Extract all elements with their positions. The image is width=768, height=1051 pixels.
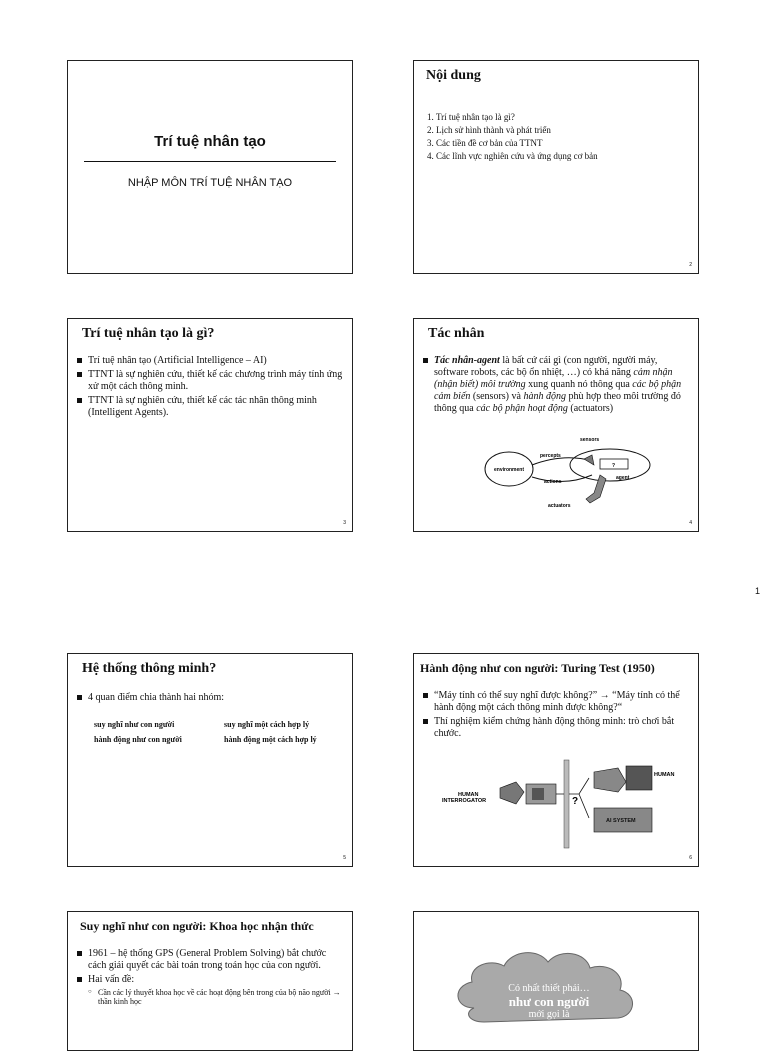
- grid-cell: suy nghĩ như con người: [94, 720, 175, 729]
- list-item: 4 quan điểm chia thành hai nhóm:: [76, 692, 344, 704]
- slide-number: 4: [689, 520, 692, 526]
- title-divider: [84, 161, 336, 162]
- bullet-list: [422, 355, 690, 417]
- cloud-line-3: mới gọi là: [528, 1009, 570, 1020]
- sub-item: ○ Cần các lý thuyết khoa học về các hoạt động bên trong của bộ não người → thần kinh học: [76, 988, 344, 1006]
- text: (sensors) và: [470, 391, 524, 402]
- bullet-list: [422, 690, 690, 742]
- slide-subtitle: NHẬP MÔN TRÍ TUỆ NHÂN TẠO: [127, 177, 293, 189]
- term: hành động: [523, 391, 566, 402]
- slide-title: Trí tuệ nhân tạo là gì?: [82, 326, 215, 341]
- page-number: 1: [755, 586, 761, 596]
- text: xung quanh nó thông qua: [525, 379, 633, 390]
- list-item: TTNT là sự nghiên cứu, thiết kế các chương trình máy tính ứng xử một cách thông minh.: [76, 369, 344, 393]
- slide-title: Trí tuệ nhân tạo: [154, 133, 266, 150]
- text: phù hợp theo môi trường đó thông qua: [434, 391, 681, 414]
- cloud-line-1: Có nhất thiết phải…: [508, 983, 590, 994]
- diagram-question: ?: [612, 463, 616, 469]
- list-item: Thí nghiệm kiểm chứng hành động thông minh: trò chơi bắt chước.: [422, 716, 690, 740]
- label-interrogator-2: INTERROGATOR: [442, 798, 487, 804]
- slide-7: [67, 911, 353, 1051]
- label-agent: agent: [616, 475, 630, 481]
- actions-arrow: [532, 475, 592, 482]
- slide-title: Tác nhân: [428, 326, 485, 341]
- agent-ellipse: [570, 449, 650, 481]
- term: các bộ phận cảm biến: [434, 379, 682, 402]
- human-terminal-icon: [594, 768, 626, 792]
- grid-cell: suy nghĩ một cách hợp lý: [224, 720, 310, 729]
- slide-number: 6: [689, 855, 692, 861]
- sensor-eye-icon: [584, 455, 594, 465]
- turing-test-diagram: [414, 758, 699, 858]
- list-item: 2. Lịch sử hình thành và phát triển: [436, 124, 598, 137]
- diagram-question: ?: [572, 796, 579, 807]
- label-environment: environment: [494, 467, 525, 473]
- agent-diagram: [414, 435, 699, 525]
- bullet-list: [76, 355, 344, 421]
- list-item: [422, 355, 690, 415]
- interrogator-terminal-icon: [500, 782, 524, 804]
- bullet-list: [76, 692, 344, 706]
- label-interrogator-1: HUMAN: [458, 792, 479, 798]
- slide-number: 5: [343, 855, 346, 861]
- slide-5: [67, 653, 353, 867]
- content-list: [414, 111, 598, 163]
- list-item: 3. Các tiền đề cơ bản của TTNT: [436, 137, 598, 150]
- list-item: 4. Các lĩnh vực nghiên cứu và ứng dụng cơ bản: [436, 150, 598, 163]
- slide-title: Hành động như con người: Turing Test (1950): [420, 661, 655, 675]
- term: Tác nhân-agent: [434, 355, 500, 366]
- grid-cell: hành động một cách hợp lý: [224, 735, 317, 744]
- label-actions: actions: [544, 479, 562, 485]
- label-ai-system: AI SYSTEM: [606, 818, 636, 824]
- list-item: 1. Trí tuệ nhân tạo là gì?: [436, 111, 598, 124]
- viewpoint-grid: [94, 720, 344, 744]
- slide-1: [67, 60, 353, 274]
- list-item: TTNT là sự nghiên cứu, thiết kế các tác nhân thông minh (Intelligent Agents).: [76, 395, 344, 419]
- slide-title: Hệ thống thông minh?: [82, 661, 217, 676]
- list-item: Trí tuệ nhân tạo (Artificial Intelligence – AI): [76, 355, 344, 367]
- list-item: 1961 – hệ thống GPS (General Problem Solving) bắt chước cách giải quyết các bài toán trong toán học của con người.: [76, 948, 344, 972]
- text: (actuators): [567, 403, 614, 414]
- actuator-leg-icon: [586, 475, 606, 503]
- slide-number: 3: [343, 520, 346, 526]
- grid-cell: hành động như con người: [94, 735, 182, 744]
- term: cảm nhận (nhận biết) môi trường: [434, 367, 673, 390]
- label-actuators: actuators: [548, 503, 571, 509]
- term: các bộ phận hoạt động: [476, 403, 568, 414]
- label-sensors: sensors: [580, 437, 600, 443]
- slide-6: [413, 653, 699, 867]
- cloud-line-2: như con người: [508, 994, 590, 1009]
- divider-wall: [564, 760, 569, 848]
- slide-3: [67, 318, 353, 532]
- human-monitor-icon: [626, 766, 652, 790]
- bullet-list: [76, 948, 344, 1006]
- slide-number: 2: [689, 262, 692, 268]
- slide-2: [413, 60, 699, 274]
- slide-title: Nội dung: [426, 68, 481, 83]
- label-human: HUMAN: [654, 772, 675, 778]
- list-item: Hai vấn đề:: [76, 974, 344, 986]
- slide-8: [413, 911, 699, 1051]
- slide-title: Suy nghĩ như con người: Khoa học nhận thức: [80, 919, 314, 933]
- slide-4: [413, 318, 699, 532]
- list-item: “Máy tính có thể suy nghĩ được không?” → “Máy tính có thể hành động một cách thông minh được không?“: [422, 690, 690, 714]
- label-percepts: percepts: [540, 453, 561, 459]
- text: là bất cứ cái gì (con người, người máy, software robots, các bộ ổn nhiệt, …) có khả năng: [434, 355, 658, 378]
- cloud-text: [454, 982, 644, 1021]
